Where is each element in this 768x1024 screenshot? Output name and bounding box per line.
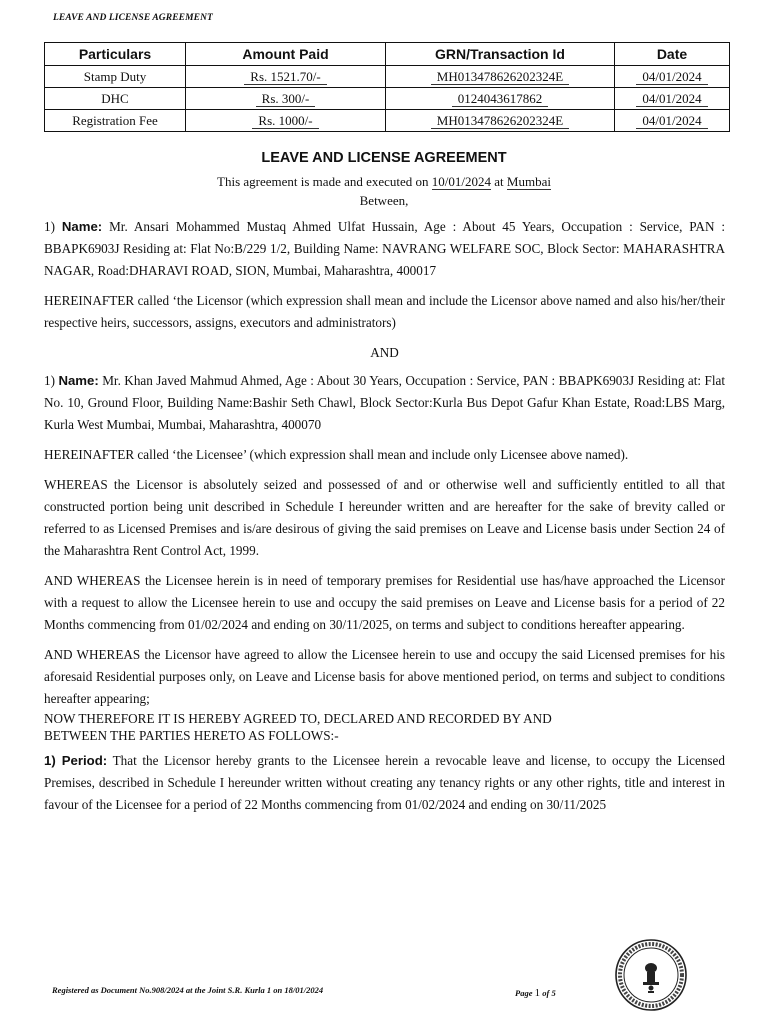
licensor-clause: HEREINAFTER called ‘the Licensor (which expression shall mean and include the Licensor above named and also his/her/their respective heirs, successors, assigns, executors and administrators) xyxy=(44,293,725,330)
table-cell: 04/01/2024 xyxy=(615,110,730,132)
page-number: Page 1 of 5 xyxy=(515,987,556,999)
registrar-seal-stamp xyxy=(614,938,688,1012)
column-header: Particulars xyxy=(45,43,186,66)
table-cell: Rs. 1521.70/- xyxy=(186,66,386,88)
table-cell: Registration Fee xyxy=(45,110,186,132)
table-cell: Rs. 1000/- xyxy=(186,110,386,132)
table-cell: Rs. 300/- xyxy=(186,88,386,110)
table-cell: 04/01/2024 xyxy=(615,88,730,110)
table-cell: MH013478626202324E xyxy=(386,110,615,132)
table-row xyxy=(45,88,730,110)
table-cell: 0124043617862 xyxy=(386,88,615,110)
running-header: LEAVE AND LICENSE AGREEMENT xyxy=(53,13,213,23)
document-title: LEAVE AND LICENSE AGREEMENT xyxy=(261,150,507,166)
column-header: Amount Paid xyxy=(186,43,386,66)
and-separator: AND xyxy=(370,345,399,360)
table-cell: Stamp Duty xyxy=(45,66,186,88)
execution-date: 10/01/2024 xyxy=(431,174,492,189)
table-cell: DHC xyxy=(45,88,186,110)
column-header: GRN/Transaction Id xyxy=(386,43,615,66)
table-row xyxy=(45,110,730,132)
agreement-body xyxy=(44,216,725,824)
execution-line: This agreement is made and executed on 10/01/2024 at Mumbai xyxy=(217,174,551,189)
column-header: Date xyxy=(615,43,730,66)
licensee-party: 1) Name: Mr. Khan Javed Mahmud Ahmed, Age : About 30 Years, Occupation : Service, PAN : BBAPK6903J Residing at: Flat No. 10, Ground Floor, Building Name:Bashir Seth Chawl, Block Sector:Kurla Bus Depot Gafur Khan Estate, Road:LBS Marg, Kurla West Mumbai, Mumbai, Maharashtra, 400070 xyxy=(44,373,725,432)
period-clause: 1) Period: That the Licensor hereby grants to the Licensee herein a revocable leave and license, to occupy the Licensed Premises, described in Schedule I hereunder written without creating any tenancy rights or any other rights, title and interest in favour of the Licensee for a period of 22 Months commencing from 01/02/2024 and ending on 30/11/2025 xyxy=(44,753,726,812)
licensor-party: 1) Name: Mr. Ansari Mohammed Mustaq Ahmed Ulfat Hussain, Age : About 45 Years, Occupation : Service, PAN : BBAPK6903J Residing at: Flat No:B/229 1/2, Building Name: NAVRANG WELFARE SOC, Block Sector: MAHARASHTRA NAGAR, Road:DHARAVI ROAD, SION, Mumbai, Maharashtra, 400017 xyxy=(44,219,726,278)
between-line: Between, xyxy=(359,193,409,208)
table-header-row xyxy=(45,43,730,66)
whereas-paragraph: WHEREAS the Licensor is absolutely seized and possessed of and or otherwise well and sufficiently entitled to all that constructed portion being unit described in Schedule I hereunder written and are hereafter for the sake of brevity called or referred to as Licensed Premises and is/are desirous of giving the said premises on Leave and License basis under Section 24 of the Maharashtra Rent Control Act, 1999. xyxy=(44,477,725,558)
whereas-paragraph: AND WHEREAS the Licensor have agreed to allow the Licensee herein to use and occupy the said Licensed premises for his aforesaid Residential purposes only, on Leave and License basis for above mentioned period, on terms and subject to conditions hereafter appearing; xyxy=(44,647,725,706)
table-cell: MH013478626202324E xyxy=(386,66,615,88)
licensee-clause: HEREINAFTER called ‘the Licensee’ (which expression shall mean and include only Licensee above named). xyxy=(44,447,629,462)
registration-note: Registered as Document No.908/2024 at the Joint S.R. Kurla 1 on 18/01/2024 xyxy=(52,985,324,995)
fees-table xyxy=(44,42,730,132)
table-cell: 04/01/2024 xyxy=(615,66,730,88)
table-row xyxy=(45,66,730,88)
now-therefore-clause: NOW THEREFORE IT IS HEREBY AGREED TO, DECLARED AND RECORDED BY AND BETWEEN THE PARTIES HERETO AS FOLLOWS:- xyxy=(44,711,552,743)
whereas-paragraph: AND WHEREAS the Licensee herein is in need of temporary premises for Residential use has/have approached the Licensor with a request to allow the Licensee herein to use and occupy the said premises on Leave and License basis for a period of 22 Months commencing from 01/02/2024 and ending on 30/11/2025, on terms and subject to conditions hereafter appearing. xyxy=(44,573,725,632)
execution-place: Mumbai xyxy=(506,174,551,189)
